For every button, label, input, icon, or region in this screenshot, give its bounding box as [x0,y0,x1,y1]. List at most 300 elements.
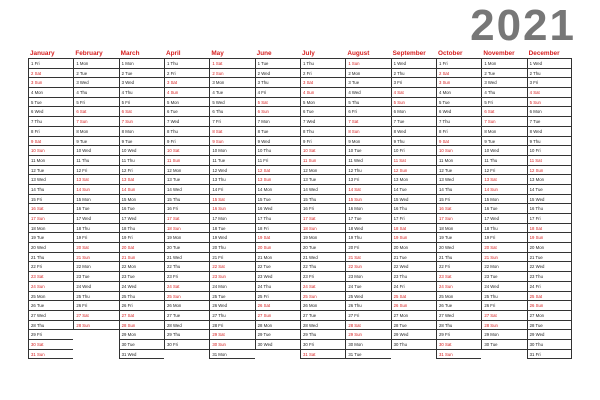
day-cell: 5 Tue [29,98,73,108]
day-cell: 23 Tue [482,272,526,282]
day-cell: 7 Thu [29,117,73,127]
day-cell: 9 Fri [301,137,345,147]
month-column-february [73,50,118,359]
day-cell: 21 Wed [165,253,209,263]
day-cell: 22 Thu [301,262,345,272]
day-cell: 4 Mon [29,88,73,98]
day-cell: 7 Wed [301,117,345,127]
day-cell: 11 Thu [482,156,526,166]
day-cell: 22 Wed [528,262,571,272]
day-cell: 19 Fri [74,233,118,243]
day-cell: 6 Mon [392,107,436,117]
day-cell: 20 Mon [528,243,571,253]
day-cell: 17 Wed [74,214,118,224]
day-cell: 28 Tue [392,321,436,331]
month-column-august [345,50,390,359]
day-cell: 24 Sun [437,282,481,292]
day-cell: 24 Fri [392,282,436,292]
day-cell: 22 Thu [165,262,209,272]
day-cell: 11 Mon [29,156,73,166]
day-cell: 23 Mon [346,272,390,282]
day-cell: 22 Wed [392,262,436,272]
day-cell: 31 Sun [29,350,73,360]
day-cell: 6 Sat [74,107,118,117]
month-days [119,58,164,359]
day-cell: 26 Mon [301,301,345,311]
day-cell: 14 Sun [482,185,526,195]
day-cell: 10 Sun [437,146,481,156]
day-cell: 27 Fri [346,311,390,321]
day-cell: 4 Sat [392,88,436,98]
day-cell: 29 Tue [256,330,300,340]
day-cell: 4 Thu [74,88,118,98]
month-days [73,58,118,330]
day-cell: 18 Mon [437,224,481,234]
day-cell: 19 Sun [392,233,436,243]
day-cell: 20 Sat [120,243,164,253]
day-cell: 2 Sat [437,69,481,79]
day-cell: 9 Thu [392,137,436,147]
day-cell: 7 Wed [165,117,209,127]
day-cell: 2 Mon [346,69,390,79]
day-cell: 11 Sun [165,156,209,166]
day-cell: 14 Thu [437,185,481,195]
day-cell: 22 Mon [120,262,164,272]
day-cell: 2 Thu [528,69,571,79]
day-cell: 6 Tue [301,107,345,117]
day-cell: 11 Sat [392,156,436,166]
day-cell: 14 Fri [210,185,254,195]
day-cell: 28 Sun [74,321,118,331]
day-cell: 13 Wed [29,175,73,185]
day-cell: 25 Mon [437,292,481,302]
day-cell: 3 Fri [528,78,571,88]
day-cell: 21 Thu [29,253,73,263]
day-cell: 14 Mon [256,185,300,195]
day-cell: 30 Sat [29,340,73,350]
day-cell: 3 Sun [437,78,481,88]
day-cell: 23 Wed [256,272,300,282]
day-cell: 30 Tue [482,340,526,350]
day-cell: 5 Mon [165,98,209,108]
day-cell: 19 Fri [120,233,164,243]
day-cell: 29 Wed [392,330,436,340]
day-cell: 26 Fri [74,301,118,311]
day-cell: 30 Fri [165,340,209,350]
day-cell: 10 Fri [528,146,571,156]
day-cell: 12 Thu [346,166,390,176]
day-cell: 6 Mon [528,107,571,117]
day-cell: 29 Sat [210,330,254,340]
day-cell: 15 Wed [392,195,436,205]
day-cell: 18 Thu [120,224,164,234]
day-cell: 15 Mon [120,195,164,205]
day-cell: 3 Sun [29,78,73,88]
day-cell: 24 Wed [74,282,118,292]
day-cell: 12 Sun [528,166,571,176]
day-cell: 11 Thu [74,156,118,166]
month-column-july [300,50,345,359]
day-cell: 31 Fri [528,350,571,360]
day-cell: 13 Fri [346,175,390,185]
day-cell: 2 Tue [482,69,526,79]
day-cell: 7 Mon [256,117,300,127]
day-cell: 21 Tue [392,253,436,263]
day-cell: 24 Thu [256,282,300,292]
day-cell: 9 Tue [482,137,526,147]
day-cell: 19 Sat [256,233,300,243]
day-cell: 5 Mon [301,98,345,108]
day-cell: 8 Sun [346,127,390,137]
day-cell: 8 Wed [528,127,571,137]
month-column-june [255,50,300,359]
day-cell: 22 Tue [256,262,300,272]
day-cell: 24 Tue [346,282,390,292]
month-days [255,58,300,350]
day-cell: 13 Tue [165,175,209,185]
day-cell: 7 Sat [346,117,390,127]
day-cell: 3 Wed [120,78,164,88]
day-cell: 3 Wed [74,78,118,88]
day-cell: 20 Wed [437,243,481,253]
day-cell: 3 Sat [165,78,209,88]
day-cell: 4 Fri [256,88,300,98]
day-cell: 10 Tue [346,146,390,156]
day-cell: 14 Sun [74,185,118,195]
day-cell: 21 Sun [482,253,526,263]
day-cell: 29 Sun [346,330,390,340]
day-cell: 20 Sun [256,243,300,253]
day-cell: 19 Wed [210,233,254,243]
day-cell: 16 Fri [165,204,209,214]
day-cell: 25 Sun [301,292,345,302]
day-cell: 10 Mon [210,146,254,156]
day-cell: 15 Fri [29,195,73,205]
month-name: April [165,50,181,57]
day-cell: 14 Sat [346,185,390,195]
day-cell: 6 Sat [482,107,526,117]
day-cell: 16 Tue [120,204,164,214]
day-cell: 15 Sun [346,195,390,205]
day-cell: 9 Tue [120,137,164,147]
day-cell: 23 Sat [437,272,481,282]
day-cell: 11 Thu [120,156,164,166]
day-cell: 8 Mon [120,127,164,137]
month-days [391,58,436,350]
day-cell: 14 Wed [301,185,345,195]
day-cell: 7 Thu [437,117,481,127]
day-cell: 9 Sat [29,137,73,147]
day-cell: 17 Mon [210,214,254,224]
day-cell: 17 Sun [437,214,481,224]
day-cell: 23 Sat [29,272,73,282]
day-cell: 3 Mon [210,78,254,88]
day-cell: 18 Sat [528,224,571,234]
day-cell: 1 Wed [528,59,571,69]
year-planner-grid [28,50,572,359]
day-cell: 20 Mon [392,243,436,253]
day-cell: 12 Wed [210,166,254,176]
day-cell: 1 Sun [346,59,390,69]
day-cell: 29 Thu [301,330,345,340]
day-cell: 1 Fri [437,59,481,69]
day-cell: 27 Thu [210,311,254,321]
month-column-april [164,50,209,359]
day-cell: 27 Sat [120,311,164,321]
day-cell: 10 Thu [256,146,300,156]
day-cell: 17 Fri [528,214,571,224]
day-cell: 7 Sun [74,117,118,127]
day-cell: 15 Wed [528,195,571,205]
month-name: June [256,50,272,57]
month-name: December [528,50,560,57]
month-column-january [28,50,73,359]
day-cell: 16 Thu [528,204,571,214]
day-cell: 12 Tue [29,166,73,176]
day-cell: 15 Sat [210,195,254,205]
day-cell: 25 Thu [482,292,526,302]
day-cell: 18 Sat [392,224,436,234]
day-cell: 25 Sun [165,292,209,302]
month-column-september [391,50,436,359]
day-cell: 10 Sat [301,146,345,156]
day-cell: 6 Wed [437,107,481,117]
day-cell: 2 Sun [210,69,254,79]
day-cell: 18 Fri [256,224,300,234]
day-cell: 17 Thu [256,214,300,224]
day-cell: 16 Sat [29,204,73,214]
day-cell: 30 Sun [210,340,254,350]
day-cell: 14 Wed [165,185,209,195]
day-cell: 23 Thu [392,272,436,282]
month-days [527,58,572,359]
day-cell: 7 Tue [392,117,436,127]
day-cell: 31 Sun [437,350,481,360]
year-title: 2021 [470,1,576,50]
day-cell: 16 Fri [301,204,345,214]
day-cell: 5 Sun [392,98,436,108]
day-cell: 9 Tue [74,137,118,147]
day-cell: 4 Thu [482,88,526,98]
day-cell: 28 Sun [482,321,526,331]
day-cell: 15 Fri [437,195,481,205]
day-cell: 28 Thu [29,321,73,331]
day-cell: 5 Fri [120,98,164,108]
day-cell: 7 Tue [528,117,571,127]
day-cell: 2 Wed [256,69,300,79]
month-column-may [209,50,254,359]
day-cell: 31 Mon [210,350,254,360]
day-cell: 13 Mon [528,175,571,185]
day-cell: 23 Fri [301,272,345,282]
day-cell: 9 Fri [165,137,209,147]
day-cell: 17 Tue [346,214,390,224]
month-days [28,58,73,359]
day-cell: 24 Sat [165,282,209,292]
day-cell: 9 Wed [256,137,300,147]
day-cell: 11 Sat [528,156,571,166]
day-cell: 27 Mon [392,311,436,321]
day-cell: 1 Thu [301,59,345,69]
day-cell: 26 Tue [29,301,73,311]
day-cell: 26 Mon [165,301,209,311]
month-name: September [392,50,426,57]
day-cell: 26 Wed [210,301,254,311]
day-cell: 13 Sat [482,175,526,185]
day-cell: 6 Tue [165,107,209,117]
day-cell: 28 Mon [256,321,300,331]
day-cell: 23 Sun [210,272,254,282]
day-cell: 2 Fri [165,69,209,79]
month-name: February [75,50,103,57]
day-cell: 8 Mon [482,127,526,137]
day-cell: 24 Wed [120,282,164,292]
day-cell: 12 Tue [437,166,481,176]
day-cell: 27 Sat [482,311,526,321]
month-name: November [483,50,515,57]
day-cell: 25 Mon [29,292,73,302]
month-days [436,58,481,359]
day-cell: 24 Wed [482,282,526,292]
day-cell: 26 Sat [256,301,300,311]
day-cell: 16 Sat [437,204,481,214]
day-cell: 27 Sun [256,311,300,321]
day-cell: 2 Fri [301,69,345,79]
month-column-december [527,50,572,359]
day-cell: 21 Sun [120,253,164,263]
day-cell: 7 Sun [482,117,526,127]
day-cell: 10 Sun [29,146,73,156]
day-cell: 12 Fri [120,166,164,176]
day-cell: 8 Tue [256,127,300,137]
day-cell: 12 Sat [256,166,300,176]
day-cell: 28 Tue [528,321,571,331]
day-cell: 1 Thu [165,59,209,69]
day-cell: 15 Thu [165,195,209,205]
day-cell: 8 Thu [301,127,345,137]
day-cell: 9 Sun [210,137,254,147]
day-cell: 5 Fri [74,98,118,108]
day-cell: 21 Sun [74,253,118,263]
day-cell: 28 Wed [165,321,209,331]
day-cell: 23 Thu [528,272,571,282]
day-cell: 8 Wed [392,127,436,137]
day-cell: 21 Thu [437,253,481,263]
day-cell: 15 Mon [74,195,118,205]
day-cell: 24 Sun [29,282,73,292]
day-cell: 13 Mon [392,175,436,185]
day-cell: 2 Tue [74,69,118,79]
day-cell: 26 Thu [346,301,390,311]
day-cell: 22 Fri [29,262,73,272]
month-name: March [120,50,140,57]
day-cell: 28 Fri [210,321,254,331]
day-cell: 6 Sat [120,107,164,117]
day-cell: 21 Fri [210,253,254,263]
month-name: August [347,50,370,57]
day-cell: 2 Sat [29,69,73,79]
day-cell: 30 Tue [120,340,164,350]
day-cell: 10 Wed [74,146,118,156]
day-cell: 29 Wed [528,330,571,340]
day-cell: 27 Sat [74,311,118,321]
month-days [209,58,254,359]
day-cell: 23 Fri [165,272,209,282]
day-cell: 19 Fri [482,233,526,243]
month-days [164,58,209,350]
day-cell: 11 Wed [346,156,390,166]
day-cell: 11 Mon [437,156,481,166]
month-days [300,58,345,359]
month-name: October [437,50,463,57]
day-cell: 20 Fri [346,243,390,253]
day-cell: 15 Mon [482,195,526,205]
day-cell: 27 Mon [528,311,571,321]
day-cell: 23 Tue [74,272,118,282]
month-name: January [30,50,55,57]
day-cell: 19 Thu [346,233,390,243]
day-cell: 27 Wed [29,311,73,321]
day-cell: 21 Tue [528,253,571,263]
day-cell: 16 Wed [256,204,300,214]
day-cell: 22 Mon [482,262,526,272]
day-cell: 26 Fri [482,301,526,311]
day-cell: 31 Tue [346,350,390,360]
day-cell: 17 Fri [392,214,436,224]
day-cell: 19 Mon [165,233,209,243]
day-cell: 13 Wed [437,175,481,185]
day-cell: 1 Tue [256,59,300,69]
day-cell: 3 Sat [301,78,345,88]
day-cell: 6 Thu [210,107,254,117]
day-cell: 26 Tue [437,301,481,311]
month-column-november [481,50,526,359]
day-cell: 19 Sun [528,233,571,243]
day-cell: 20 Sat [482,243,526,253]
day-cell: 25 Sat [528,292,571,302]
day-cell: 29 Fri [29,330,73,340]
day-cell: 30 Fri [301,340,345,350]
day-cell: 12 Sun [392,166,436,176]
day-cell: 5 Fri [482,98,526,108]
day-cell: 19 Tue [437,233,481,243]
day-cell: 1 Fri [29,59,73,69]
day-cell: 6 Fri [346,107,390,117]
day-cell: 29 Mon [482,330,526,340]
day-cell: 22 Fri [437,262,481,272]
day-cell: 13 Sat [74,175,118,185]
day-cell: 22 Sat [210,262,254,272]
day-cell: 26 Sun [528,301,571,311]
day-cell: 31 Wed [120,350,164,360]
day-cell: 2 Thu [392,69,436,79]
day-cell: 4 Tue [210,88,254,98]
day-cell: 17 Sun [29,214,73,224]
day-cell: 26 Sun [392,301,436,311]
month-column-october [436,50,481,359]
day-cell: 18 Tue [210,224,254,234]
day-cell: 14 Tue [392,185,436,195]
day-cell: 19 Tue [29,233,73,243]
day-cell: 25 Thu [120,292,164,302]
day-cell: 30 Sat [437,340,481,350]
day-cell: 10 Fri [392,146,436,156]
day-cell: 1 Wed [392,59,436,69]
day-cell: 16 Thu [392,204,436,214]
day-cell: 14 Tue [528,185,571,195]
day-cell: 21 Mon [256,253,300,263]
day-cell: 13 Thu [210,175,254,185]
